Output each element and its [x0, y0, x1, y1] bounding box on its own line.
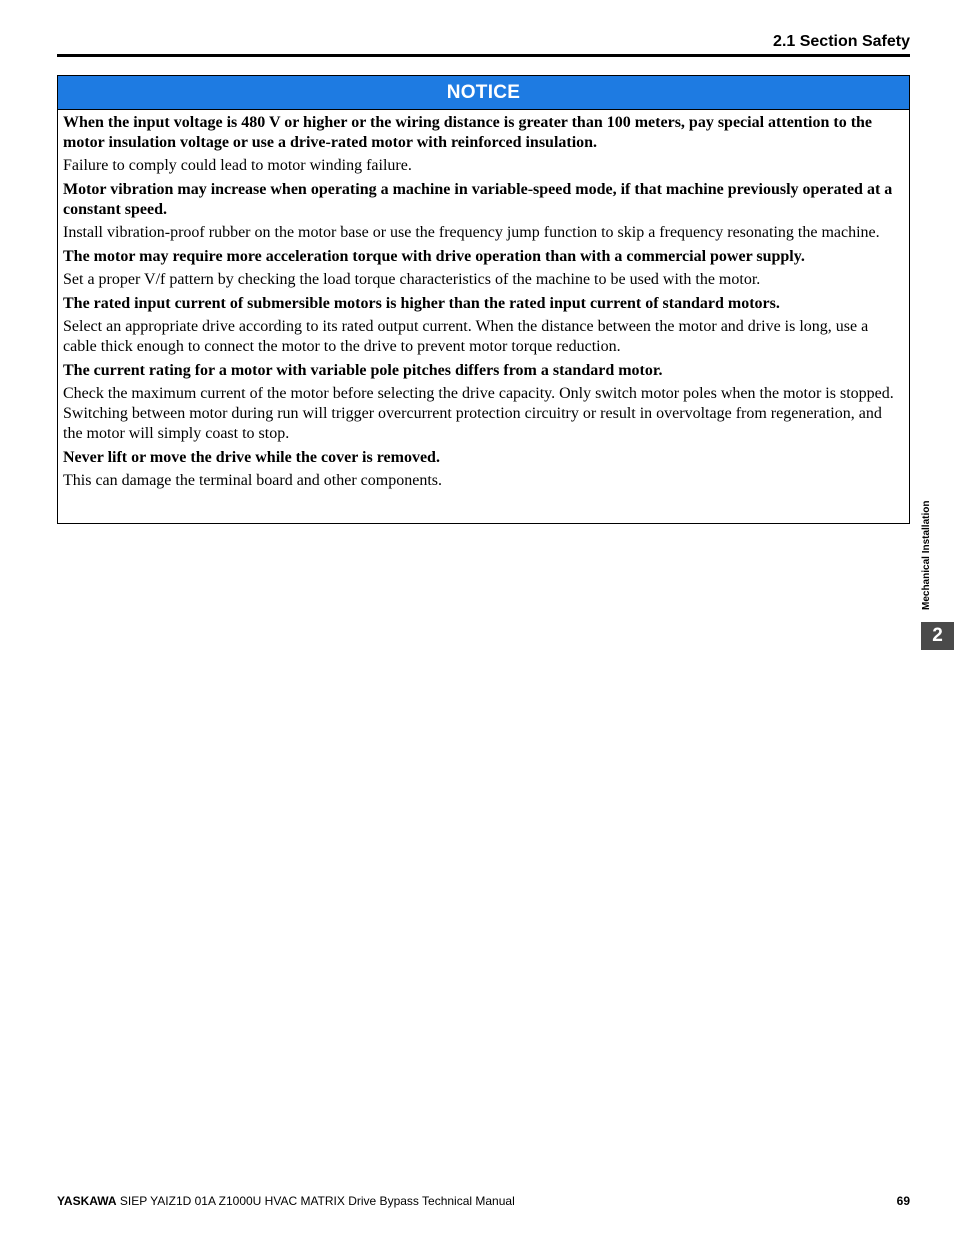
notice-text: Install vibration-proof rubber on the motor base or use the frequency jump function to skip a frequency resonating the machine. [63, 224, 880, 241]
section-title: 2.1 Section Safety [773, 33, 910, 50]
notice-heading: The motor may require more acceleration torque with drive operation than with a commercial power supply. [63, 248, 805, 265]
header-rule [57, 54, 910, 57]
footer-brand: YASKAWA [57, 1194, 117, 1208]
notice-heading: The rated input current of submersible motors is higher than the rated input current of standard motors. [63, 295, 780, 312]
page-number: 69 [896, 1194, 910, 1208]
notice-body [58, 110, 909, 491]
side-tab-label: Mechanical Installation [921, 500, 932, 610]
notice-heading: The current rating for a motor with variable pole pitches differs from a standard motor. [63, 362, 663, 379]
notice-text: Check the maximum current of the motor before selecting the drive capacity. Only switch motor poles when the motor is stopped. Switching between motor during run will trigger overcurrent protection circuitry or result in overvoltage from regeneration, and the motor will simply coast to stop. [63, 385, 894, 442]
footer-manual-title [57, 1194, 515, 1208]
notice-heading: Motor vibration may increase when operating a machine in variable-speed mode, if that machine previously operated at a constant speed. [63, 181, 893, 218]
notice-text: Select an appropriate drive according to its rated output current. When the distance between the motor and drive is long, use a cable thick enough to connect the motor to the drive to prevent motor torque reduction. [63, 318, 869, 355]
notice-heading: When the input voltage is 480 V or higher or the wiring distance is greater than 100 meters, pay special attention to the motor insulation voltage or use a drive-rated motor with reinforced insulation. [63, 114, 873, 151]
notice-text: This can damage the terminal board and other components. [63, 472, 442, 489]
notice-banner [58, 76, 909, 110]
footer-manual-name: SIEP YAIZ1D 01A Z1000U HVAC MATRIX Drive Bypass Technical Manual [116, 1194, 515, 1208]
notice-title: NOTICE [446, 81, 521, 103]
notice-text: Set a proper V/f pattern by checking the load torque characteristics of the machine to be used with the motor. [63, 271, 761, 288]
chapter-number: 2 [932, 625, 943, 646]
notice-heading: Never lift or move the drive while the cover is removed. [63, 449, 440, 466]
chapter-tab [921, 622, 954, 650]
notice-box [57, 75, 910, 524]
notice-text: Failure to comply could lead to motor winding failure. [63, 157, 412, 174]
